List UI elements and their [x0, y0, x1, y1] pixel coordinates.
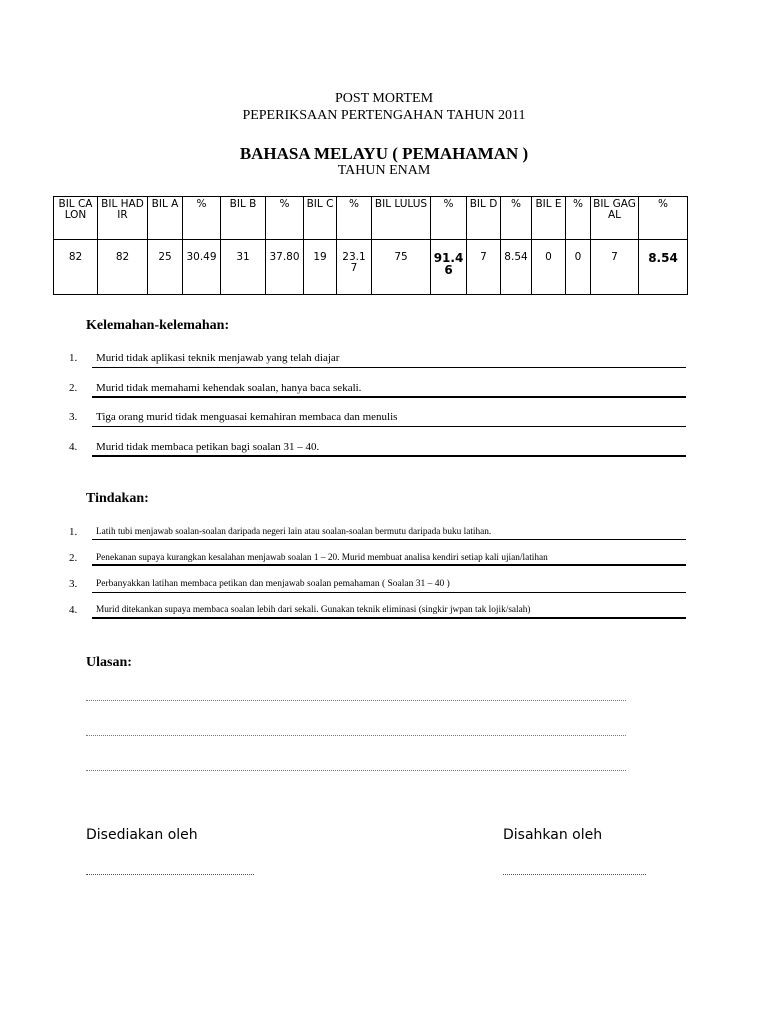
header-cell: BIL D — [467, 197, 501, 240]
header-cell: BIL GAGAL — [591, 197, 639, 240]
value-cell: 8.54 — [501, 240, 532, 295]
underline — [92, 455, 686, 457]
underline — [92, 539, 686, 540]
header-cell: BIL LULUS — [372, 197, 431, 240]
header-cell: % — [501, 197, 532, 240]
comment-line[interactable] — [86, 700, 626, 701]
value-cell: 25 — [148, 240, 183, 295]
table-row — [54, 240, 688, 295]
item-number: 1. — [69, 526, 78, 538]
header-cell: % — [337, 197, 372, 240]
value-cell: 8.54 — [639, 240, 688, 295]
value-cell: 30.49 — [183, 240, 221, 295]
underline — [92, 592, 686, 593]
value-cell: 0 — [566, 240, 591, 295]
subject-title: BAHASA MELAYU ( PEMAHAMAN ) — [239, 144, 529, 163]
item-text: Murid ditekankan supaya membaca soalan lebih dari sekali. Gunakan teknik eliminasi (singkir jwpan tak lojik/salah) — [96, 605, 531, 615]
item-number: 1. — [69, 352, 78, 364]
underline — [92, 396, 686, 398]
approved-by-signature-line[interactable] — [503, 874, 646, 875]
header-cell: BIL E — [532, 197, 566, 240]
value-cell: 37.80 — [266, 240, 304, 295]
weaknesses-heading: Kelemahan-kelemahan: — [86, 318, 230, 333]
header-cell: BIL C — [304, 197, 337, 240]
results-table — [53, 196, 688, 295]
comment-line[interactable] — [86, 735, 626, 736]
value-cell: 82 — [98, 240, 148, 295]
item-text: Penekanan supaya kurangkan kesalahan menjawab soalan 1 – 20. Murid membuat analisa kendiri setiap kali ujian/latihan — [96, 553, 548, 563]
header-cell: % — [183, 197, 221, 240]
prepared-by-signature-line[interactable] — [86, 874, 254, 875]
underline — [92, 564, 686, 566]
item-text: Murid tidak aplikasi teknik menjawab yang telah diajar — [96, 352, 340, 364]
table-header-row — [54, 197, 688, 240]
header-cell: BIL A — [148, 197, 183, 240]
item-number: 4. — [69, 441, 78, 453]
item-text: Murid tidak memahami kehendak soalan, hanya baca sekali. — [96, 382, 362, 394]
value-cell: 7 — [591, 240, 639, 295]
value-cell: 91.46 — [431, 240, 467, 295]
header-cell: BIL HADIR — [98, 197, 148, 240]
actions-heading: Tindakan: — [86, 491, 149, 506]
item-text: Latih tubi menjawab soalan-soalan daripada negeri lain atau soalan-soalan bermutu daripada buku latihan. — [96, 527, 492, 537]
level-title: TAHUN ENAM — [337, 163, 431, 178]
underline — [92, 367, 686, 368]
item-number: 2. — [69, 382, 78, 394]
header-cell: % — [431, 197, 467, 240]
value-cell: 19 — [304, 240, 337, 295]
header-cell: BIL B — [221, 197, 266, 240]
value-cell: 31 — [221, 240, 266, 295]
approved-by-label: Disahkan oleh — [503, 827, 603, 843]
comments-heading: Ulasan: — [86, 655, 132, 670]
item-text: Tiga orang murid tidak menguasai kemahiran membaca dan menulis — [96, 411, 398, 423]
comment-line[interactable] — [86, 770, 626, 771]
exam-name: PEPERIKSAAN PERTENGAHAN TAHUN 2011 — [242, 108, 526, 123]
header-cell: % — [639, 197, 688, 240]
item-number: 3. — [69, 578, 78, 590]
item-text: Murid tidak membaca petikan bagi soalan 31 – 40. — [96, 441, 320, 453]
header-cell: % — [566, 197, 591, 240]
item-number: 2. — [69, 552, 78, 564]
value-cell: 23.17 — [337, 240, 372, 295]
value-cell: 0 — [532, 240, 566, 295]
value-cell: 75 — [372, 240, 431, 295]
header-cell: BIL CALON — [54, 197, 98, 240]
item-number: 3. — [69, 411, 78, 423]
item-number: 4. — [69, 604, 78, 616]
prepared-by-label: Disediakan oleh — [86, 827, 198, 843]
value-cell: 7 — [467, 240, 501, 295]
value-cell: 82 — [54, 240, 98, 295]
header-cell: % — [266, 197, 304, 240]
underline — [92, 426, 686, 427]
item-text: Perbanyakkan latihan membaca petikan dan menjawab soalan pemahaman ( Soalan 31 – 40 ) — [96, 579, 450, 589]
underline — [92, 617, 686, 619]
doc-title: POST MORTEM — [334, 91, 434, 106]
